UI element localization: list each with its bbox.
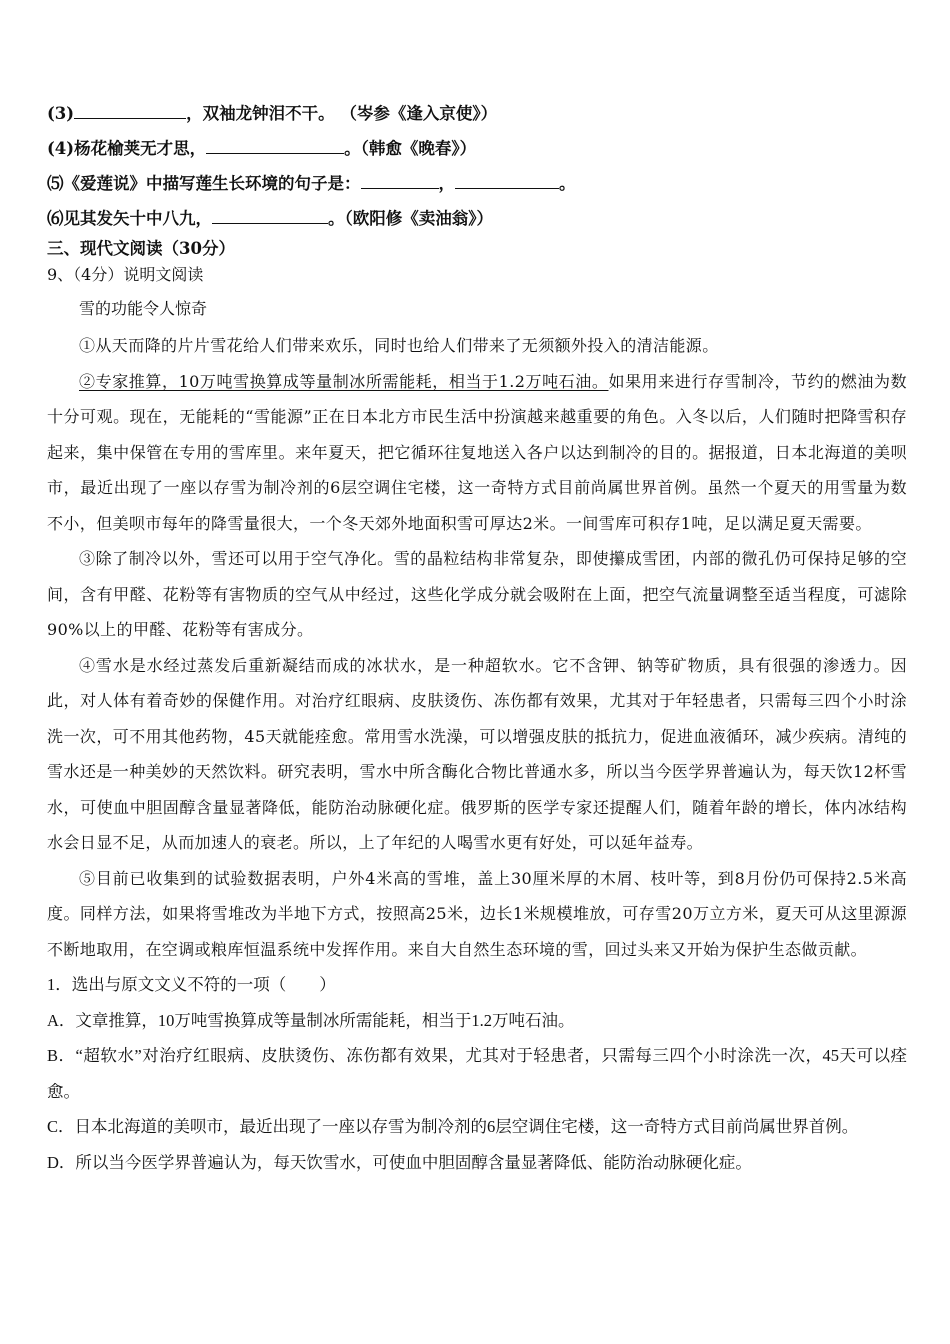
fill-in-5-middle: ， (438, 174, 455, 193)
fill-in-item-4 (47, 131, 907, 166)
paragraph-5: ⑤目前已收集到的试验数据表明，户外4米高的雪堆，盖上30厘米厚的木屑、枝叶等，到8月份仍可保持2.5米高度。同样方法，如果将雪堆改为半地下方式，按照高25米，边长1米规模堆放，可存雪20万立方米，夏天可从这里源源不断地取用，在空调或粮库恒温系统中发挥作用。来自大自然生态环境的雪，回过头来又开始为保护生态做贡献。 (47, 868, 907, 959)
fill-in-4-prefix: (4)杨花榆荚无才思， (47, 139, 207, 158)
answer-blank[interactable] (361, 168, 439, 189)
paragraph-3: ③除了制冷以外，雪还可以用于空气净化。雪的晶粒结构非常复杂，即使攥成雪团，内部的微孔仍可保持足够的空间，含有甲醛、花粉等有害物质的空气从中经过，这些化学成分就会吸附在上面，把空气流量调整至适当程度，可滤除90%以上的甲醛、花粉等有害成分。 (47, 549, 907, 639)
fill-in-4-suffix: 。（韩愈《晚春》） (344, 139, 477, 158)
fill-in-item-6 (47, 201, 907, 236)
fill-in-item-5 (47, 166, 907, 201)
fill-in-5-suffix: 。 (559, 174, 576, 193)
answer-blank[interactable] (206, 133, 344, 154)
option-b[interactable]: B．“超软水”对治疗红眼病、皮肤烫伤、冻伤都有效果，尤其对于轻患者，只需每三四个小时涂洗一次，45天可以痊愈。 (47, 1046, 907, 1101)
paragraph-2-rest: 如果用来进行存雪制冷，节约的燃油为数十分可观。现在，无能耗的“雪能源”正在日本北方市民生活中扮演越来越重要的角色。入冬以后，人们随时把降雪积存起来，集中保管在专用的雪库里。来年夏天，把它循环往复地送入各户以达到制冷的目的。据报道，日本北海道的美呗市，最近出现了一座以存雪为制冷剂的6层空调住宅楼，这一奇特方式目前尚属世界首例。虽然一个夏天的用雪量为数不小，但美呗市每年的降雪量很大，一个冬天郊外地面积雪可厚达2米。一间雪库可积存1吨，足以满足夏天需要。 (47, 371, 908, 533)
option-a[interactable]: A．文章推算，10万吨雪换算成等量制冰所需能耗，相当于1.2万吨石油。 (47, 1010, 575, 1030)
fill-in-6-prefix: ⑹见其发矢十中八九， (47, 209, 212, 228)
option-c[interactable]: C．日本北海道的美呗市，最近出现了一座以存雪为制冷剂的6层空调住宅楼，这一奇特方式目前尚属世界首例。 (47, 1117, 859, 1136)
fill-in-6-suffix: 。（欧阳修《卖油翁》） (328, 209, 493, 228)
fill-in-5-prefix: ⑸《爱莲说》中描写莲生长环境的句子是： (47, 174, 361, 193)
question-intro: 9、（4分）说明文阅读 (47, 265, 204, 284)
answer-blank[interactable] (212, 203, 328, 224)
paragraph-1: ①从天而降的片片雪花给人们带来欢乐，同时也给人们带来了无须额外投入的清洁能源。 (79, 336, 719, 355)
option-d[interactable]: D．所以当今医学界普遍认为，每天饮雪水，可使血中胆固醇含量显著降低、能防治动脉硬化症。 (47, 1152, 752, 1172)
article-title: 雪的功能令人惊奇 (79, 299, 208, 318)
underlined-sentence: ②专家推算，10万吨雪换算成等量制冰所需能耗，相当于1.2万吨石油。 (79, 371, 609, 391)
question-stem: 1．选出与原文文义不符的一项（ ） (47, 975, 336, 994)
fill-in-item-3 (47, 96, 907, 131)
section-heading: 三、现代文阅读（30分） (47, 239, 235, 258)
document-page (47, 96, 907, 1180)
paragraph-2 (47, 364, 907, 542)
fill-in-3-suffix: ，双袖龙钟泪不干。 （岑参《逢入京使》） (186, 104, 498, 123)
answer-blank[interactable] (455, 168, 559, 189)
paragraph-4: ④雪水是水经过蒸发后重新凝结而成的冰状水，是一种超软水。它不含钾、钠等矿物质，具有很强的渗透力。因此，对人体有着奇妙的保健作用。对治疗红眼病、皮肤烫伤、冻伤都有效果，尤其对于年轻患者，只需每三四个小时涂洗一次，可不用其他药物，45天就能痊愈。常用雪水洗澡，可以增强皮肤的抵抗力，促进血液循环，减少疾病。清纯的雪水还是一种美妙的天然饮料。研究表明，雪水中所含酶化合物比普通水多，所以当今医学界普遍认为，每天饮12杯雪水，可使血中胆固醇含量显著降低，能防治动脉硬化症。俄罗斯的医学专家还提醒人们，随着年龄的增长，体内冰结构水会日显不足，从而加速人的衰老。所以，上了年纪的人喝雪水更有好处，可以延年益寿。 (47, 655, 907, 852)
fill-in-3-prefix: (3) (47, 104, 75, 123)
answer-blank[interactable] (74, 98, 186, 119)
